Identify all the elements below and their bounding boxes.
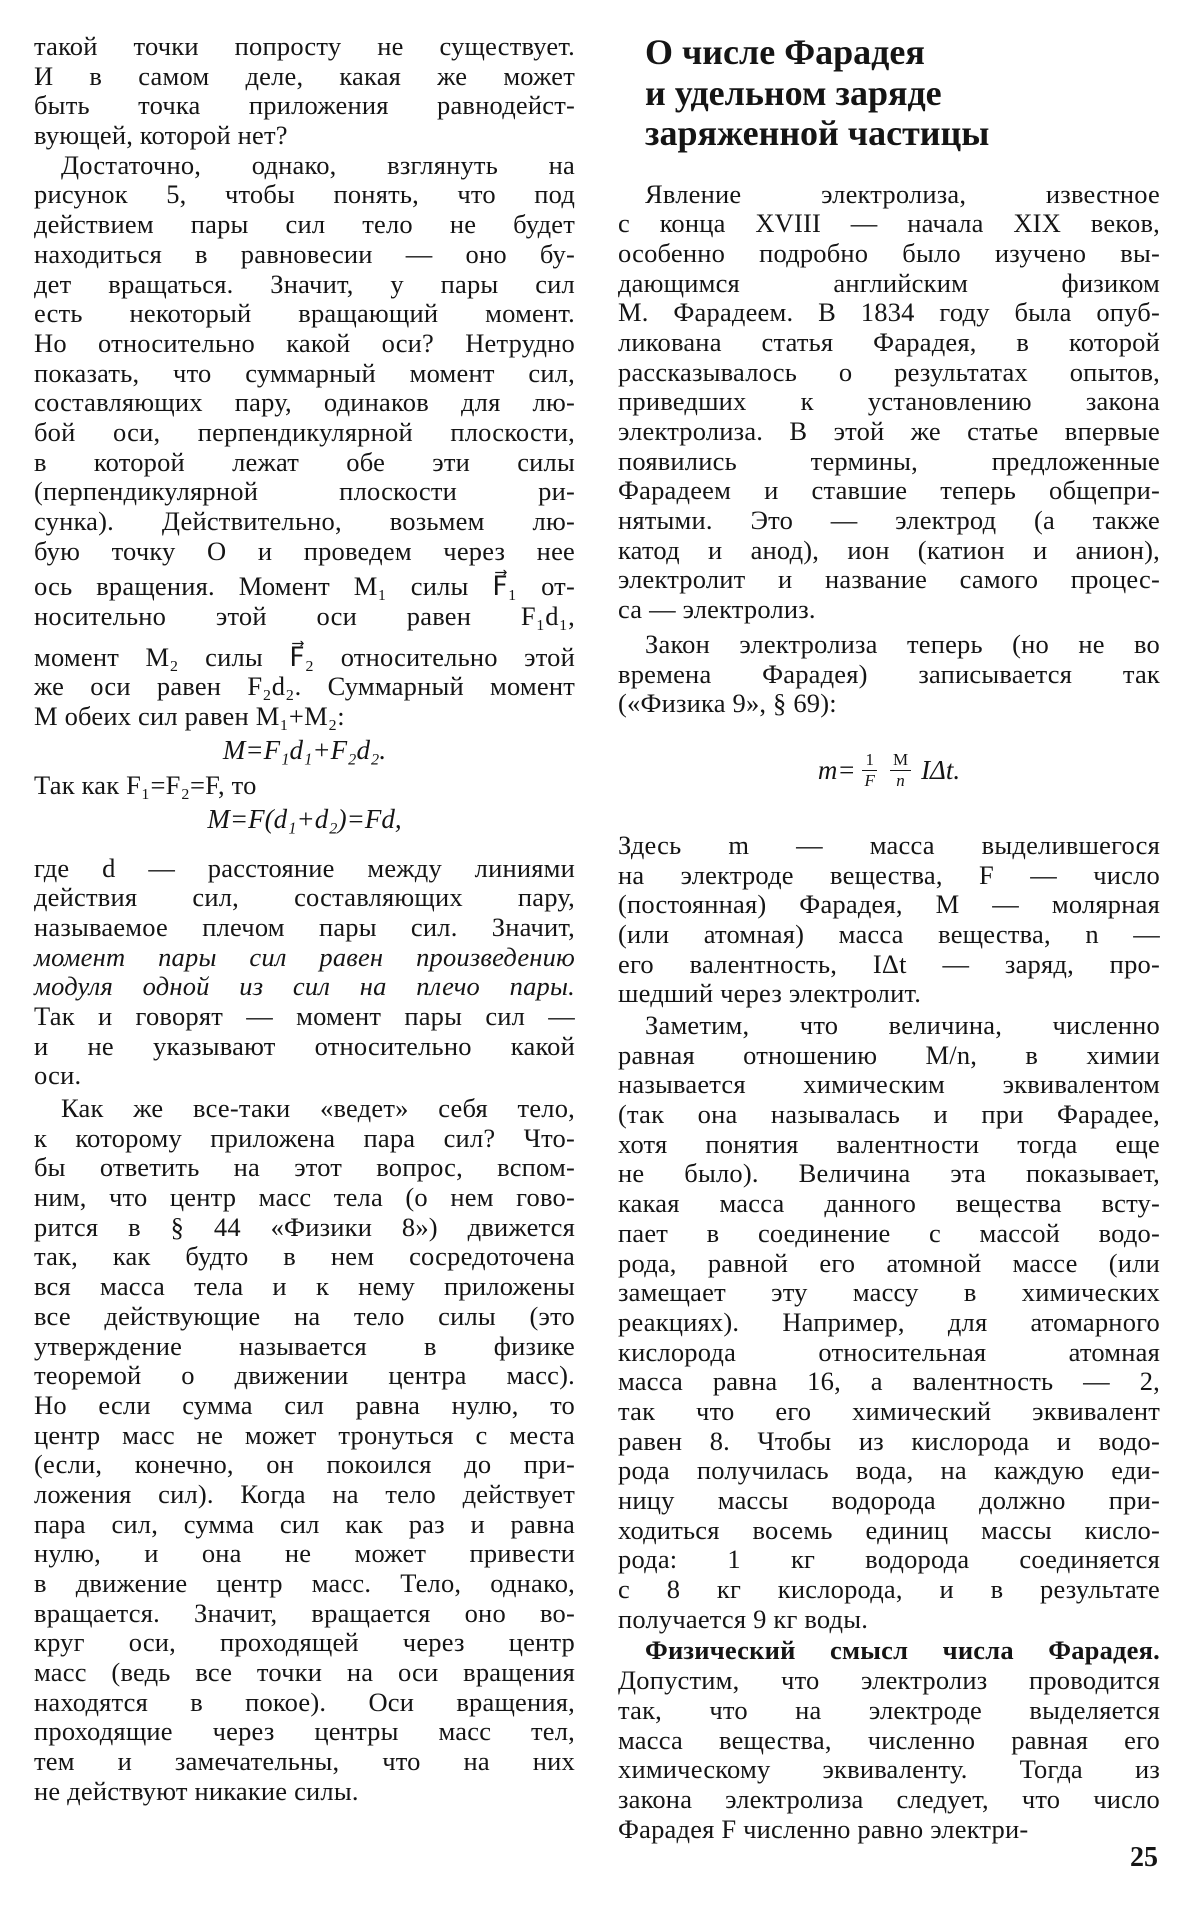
text-line: Фарадея F численно равно электри- — [618, 1813, 1029, 1844]
text-line: так что его химический эквивалент — [618, 1395, 1160, 1426]
text-line: реакциях). Например, для атомарного — [618, 1306, 1160, 1337]
text-line: называется химическим эквивалентом — [618, 1069, 1160, 1100]
text-line: равная отношению M/n, в химии — [618, 1039, 1160, 1070]
text-line: какая масса данного вещества всту- — [618, 1188, 1160, 1219]
text-line: Явление электролиза, известное — [645, 178, 1160, 209]
text-line: сунка). Действительно, возьмем лю- — [34, 506, 575, 536]
text-line: ницу массы водорода должно при- — [618, 1485, 1160, 1515]
text-line: есть некоторый вращающий момент. — [34, 298, 575, 329]
right-column — [618, 32, 1160, 1844]
text-line: появились термины, предложенные — [618, 445, 1160, 476]
text-line: действием пары сил тело не будет — [34, 209, 575, 240]
formula-rest: IΔt. — [921, 755, 961, 786]
text-line: электролиза. В этой же статье впервые — [618, 416, 1160, 446]
text-line: такой точки попросту не существует. — [34, 31, 575, 61]
text-line: закона электролиза следует, что число — [618, 1783, 1160, 1814]
text-line: Достаточно, однако, взглянуть на — [61, 149, 575, 180]
text-line: тем и замечательны, что на них — [34, 1746, 575, 1777]
text-line: центр масс не может тронуться с места — [34, 1419, 575, 1450]
text-line: находятся в покое). Оси вращения, — [34, 1686, 575, 1717]
text-line: утверждение называется в физике — [34, 1330, 575, 1361]
formula: M=F₁d₁+F₂d₂. — [222, 734, 387, 765]
text-line: (если, конечно, он покоился до при- — [34, 1449, 575, 1480]
text-line: нулю, и она не может привести — [34, 1538, 575, 1569]
text-line: вся масса тела и к нему приложены — [34, 1271, 575, 1302]
text-line: ликована статья Фарадея, в которой — [618, 326, 1160, 357]
paragraph — [34, 151, 575, 732]
text-line: не действуют никакие силы. — [34, 1775, 359, 1806]
text-line: же оси равен F₂d₂. Суммарный момент — [34, 671, 575, 702]
paragraph — [34, 32, 575, 151]
text-line: Но относительно какой оси? Нетрудно — [34, 327, 575, 358]
text-line: ходиться восемь единиц массы кисло- — [618, 1514, 1160, 1545]
text-line: бой оси, перпендикулярной плоскости, — [34, 416, 575, 447]
article-title-line: и удельном заряде — [645, 72, 942, 113]
text-line: Закон электролиза теперь (но не во — [645, 628, 1160, 659]
text-line: на электроде вещества, F — число — [618, 859, 1160, 890]
text-line: пает в соединение с массой водо- — [618, 1217, 1160, 1248]
text-line: рисунок 5, чтобы понять, что под — [34, 179, 575, 210]
fraction-denominator: F — [864, 771, 875, 791]
electrolysis-law-formula — [618, 741, 1160, 801]
text-line: показать, что суммарный момент сил, — [34, 357, 575, 388]
text-line: равен 8. Чтобы из кислорода и водо- — [618, 1425, 1160, 1456]
text-line: Как же все-таки «ведет» себя тело, — [61, 1093, 575, 1123]
text-line: Фарадеем и ставшие теперь общепри- — [618, 475, 1160, 506]
text-line: получается 9 кг воды. — [618, 1603, 869, 1634]
text-line: быть точка приложения равнодейст- — [34, 90, 575, 121]
text-line: не было). Величина эта показывает, — [618, 1158, 1160, 1189]
text-line: ним, что центр масс тела (о нем гово- — [34, 1182, 575, 1213]
text-line: масс (ведь все точки на оси вращения — [34, 1657, 575, 1688]
fraction — [862, 750, 878, 791]
text-line: вующей, которой нет? — [34, 120, 288, 151]
text-line: (так она называлась и при Фарадее, — [618, 1099, 1160, 1130]
fraction — [890, 750, 911, 791]
page-number: 25 — [1130, 1842, 1158, 1873]
text-line: ложения сил). Когда на тело действует — [34, 1478, 575, 1509]
paragraph — [34, 854, 575, 1092]
text-line: составляющих пару, одинаков для лю- — [34, 387, 575, 418]
text-line: И в самом деле, какая же может — [34, 60, 575, 91]
text-line: его валентность, IΔt — заряд, про- — [618, 948, 1160, 979]
text-line: (или атомная) масса вещества, n — — [618, 918, 1160, 949]
text-line: электролит и название самого процес- — [618, 564, 1160, 595]
text-line: бую точку O и проведем через нее — [34, 535, 575, 566]
text-line: с 8 кг кислорода, и в результате — [618, 1574, 1160, 1605]
text-line: (постоянная) Фарадея, M — молярная — [618, 889, 1160, 920]
text-line: времена Фарадея) записывается так — [618, 658, 1160, 689]
text-line: находиться в равновесии — оно бу- — [34, 238, 575, 269]
paragraph — [618, 831, 1160, 1009]
text-line: в движение центр масс. Тело, однако, — [34, 1568, 575, 1598]
text-line: дающимся английским физиком — [618, 267, 1160, 298]
text-line: круг оси, проходящей через центр — [34, 1627, 575, 1658]
text-line: замещает эту массу в химических — [618, 1277, 1160, 1308]
text-line: оси. — [34, 1060, 82, 1091]
paragraph — [34, 771, 575, 801]
text-line: теоремой о движении центра масс). — [34, 1360, 575, 1391]
text-line: приведших к установлению закона — [618, 386, 1160, 417]
formula: M=F(d₁+d₂)=Fd, — [207, 803, 402, 834]
paragraph — [618, 1636, 1160, 1844]
text-line: в которой лежат обе эти силы — [34, 446, 575, 477]
text-line: проходящие через центры масс тел, — [34, 1716, 575, 1747]
text-line: Так как F₁=F₂=F, то — [34, 769, 257, 800]
article-title — [618, 32, 1160, 154]
text-line: момент M₂ силы F⃗₂ относительно этой — [34, 641, 575, 672]
text-line: Допустим, что электролиз проводится — [618, 1665, 1160, 1696]
paragraph — [618, 180, 1160, 625]
text-line: рода, равной его атомной массе (или — [618, 1247, 1160, 1278]
article-title-line: заряженной частицы — [645, 113, 990, 153]
text-line: вращается. Значит, вращается оно во- — [34, 1597, 575, 1628]
formula-lhs: m= — [817, 755, 856, 786]
text-line: («Физика 9», § 69): — [618, 688, 837, 719]
article-title-line: О числе Фарадея — [645, 32, 925, 72]
text-line: действия сил, составляющих пару, — [34, 882, 575, 913]
text-line: называемое плечом пары сил. Значит, — [34, 911, 575, 942]
text-line: масса вещества, численно равная его — [618, 1724, 1160, 1755]
text-line: катод и анод), ион (катион и анион), — [618, 534, 1160, 565]
text-line: рассказывалось о результатах опытов, — [618, 356, 1160, 387]
text-line: так, как будто в нем сосредоточена — [34, 1241, 575, 1272]
text-line: рится в § 44 «Физики 8») движется — [34, 1211, 575, 1242]
fraction-denominator: n — [896, 771, 905, 791]
text-line: модуля одной из сил на плечо пары. — [34, 971, 575, 1002]
text-line: с конца XVIII — начала XIX веков, — [618, 208, 1160, 239]
text-line: Здесь m — масса выделившегося — [618, 829, 1160, 860]
text-line: пара сил, сумма сил как раз и равна — [34, 1508, 575, 1539]
text-line: кислорода относительная атомная — [618, 1336, 1160, 1367]
text-line: масса равна 16, а валентность — 2, — [618, 1366, 1160, 1397]
text-line: Заметим, что величина, численно — [645, 1010, 1160, 1040]
text-line: особенно подробно было изучено вы- — [618, 237, 1160, 268]
text-line: химическому эквиваленту. Тогда из — [618, 1754, 1160, 1785]
paragraph — [34, 1094, 575, 1807]
text-line: носительно этой оси равен F₁d₁, — [34, 601, 575, 632]
fraction-numerator: M — [890, 750, 911, 771]
text-line: хотя понятия валентности тогда еще — [618, 1128, 1160, 1159]
text-line: М. Фарадеем. В 1834 году была опуб- — [618, 297, 1160, 328]
text-line: M обеих сил равен M₁+M₂: — [34, 701, 345, 732]
text-line: дет вращаться. Значит, у пары сил — [34, 268, 575, 299]
text-line: Но если сумма сил равна нулю, то — [34, 1389, 575, 1420]
text-line: так, что на электроде выделяется — [618, 1694, 1160, 1725]
paragraph — [618, 630, 1160, 719]
text-line: шедший через электролит. — [618, 978, 922, 1009]
text-line: бы ответить на этот вопрос, вспом- — [34, 1152, 575, 1183]
left-column — [34, 32, 575, 1807]
text-line: все действующие на тело силы (это — [34, 1300, 575, 1331]
text-line: момент пары сил равен произведению — [34, 941, 575, 972]
text-line: к которому приложена пара сил? Что- — [34, 1122, 575, 1153]
fraction-numerator: 1 — [862, 750, 877, 771]
text-line: рода получилась вода, на каждую еди- — [618, 1455, 1160, 1486]
text-line: рода: 1 кг водорода соединяется — [618, 1544, 1160, 1575]
text-line: Физический смысл числа Фарадея. — [645, 1635, 1160, 1666]
text-line: и не указывают относительно какой — [34, 1030, 575, 1061]
text-line: (перпендикулярной плоскости ри- — [34, 476, 575, 507]
text-line: са — электролиз. — [618, 594, 816, 625]
text-line: где d — расстояние между линиями — [34, 852, 575, 883]
text-line: нятыми. Это — электрод (а также — [618, 505, 1160, 536]
text-line: Так и говорят — момент пары сил — — [34, 1000, 575, 1031]
text-line: ось вращения. Момент M₁ силы F⃗₁ от- — [34, 571, 575, 602]
paragraph — [618, 1011, 1160, 1634]
